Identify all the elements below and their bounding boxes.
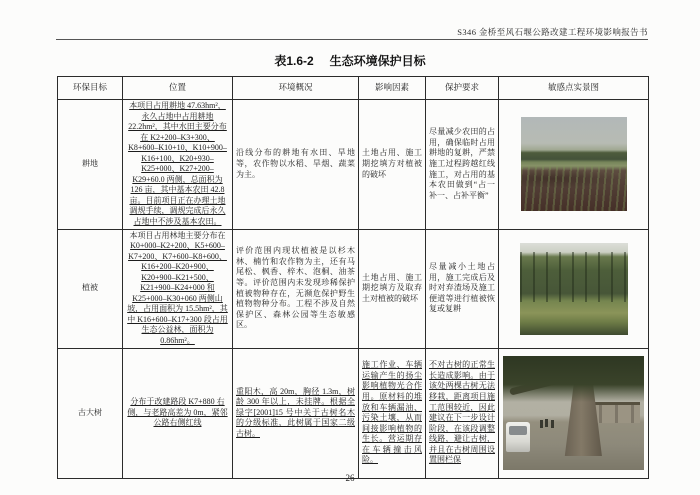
paddy-field-photo <box>521 117 627 211</box>
page-number: 26 <box>345 473 355 483</box>
ancient-tree-target-cell: 古大树 <box>58 348 123 478</box>
col-header-photo: 敏感点实景图 <box>499 77 649 100</box>
table-row-ancient-tree <box>58 348 649 478</box>
col-header-location: 位置 <box>123 77 233 100</box>
person-figure <box>545 419 548 427</box>
vegetation-photo-cell <box>499 229 649 348</box>
ancient-tree-impact-cell: 施工作业、车辆运输产生的扬尘影响植物光合作用。原材料的堆放和车辆漏油、污染土壤，从而间接影响植物的生长。营运期存在车辆撞击风险。 <box>359 348 426 478</box>
eco-protection-table <box>57 76 649 479</box>
farmland-environment-cell: 沿线分布的耕地有水田、旱地等，农作物以水稻、旱烟、蔬菜为主。 <box>233 100 359 230</box>
farmland-target-cell: 耕地 <box>58 100 123 230</box>
farmland-photo-cell <box>499 100 649 230</box>
vegetation-environment-cell: 评价范围内现状植被是以杉木林、楠竹和农作物为主，还有马尾松、枫香、梓木、泡桐、油茶等。评价范围内未发现珍稀保护植被物种存在，无濒危保护野生植物物种分布。工程不涉及自然保护区、森林公园等生态敏感区。 <box>233 229 359 348</box>
farmland-location-cell: 本项目占用耕地 47.63hm²，永久占地中占用耕地 22.2hm²，其中水田主要分布在 K2+200–K3+300、K8+600–K10+10、K10+900–K16+100、K20+930–K25+000、K27+200–K29+60.0 两侧，总面积为 126 亩，其中基本农田 42.8 亩。目前项目正在办理土地调规手续，调规完成后永久占地中不涉及基本农田。 <box>123 100 233 230</box>
person-figure <box>551 420 554 428</box>
forest-trunks-texture <box>520 252 628 303</box>
vegetation-location-detail: K0+000–K2+200、K5+600–K7+200、K7+600–K8+600、K16+200–K20+900、K20+900–K21+500、K21+900–K24+000 和 K25+000–K30+060 两侧山坡，占用面积为 15.5hm²，其中 K16+600–K17+300 段占用生态公益林，面积为 0.86hm²。 <box>127 241 228 346</box>
forest-photo <box>520 243 628 335</box>
vegetation-impact-cell: 土地占用、施工期挖填方及取弃土对植被的破坏 <box>359 229 426 348</box>
vegetation-target-cell: 植被 <box>58 229 123 348</box>
paddy-seedling-texture <box>521 166 627 211</box>
table-caption-label: 表1.6-2 <box>274 54 314 68</box>
farmland-protection-cell: 尽量减少农田的占用，确保临时占用耕地的复耕，严禁施工过程跨越红线施工，对占用的基本农田做到“占一补一、占补平衡” <box>426 100 499 230</box>
table-caption-title: 生态环境保护目标 <box>329 54 426 68</box>
tree-canopy <box>503 356 644 402</box>
white-van <box>506 422 530 452</box>
col-header-impact: 影响因素 <box>359 77 426 100</box>
vegetation-protection-cell: 尽量减小土地占用，施工完成后及时对弃渣场及施工便道等进行植被恢复或复耕 <box>426 229 499 348</box>
table-row-farmland <box>58 100 649 230</box>
table-header-row <box>58 77 649 100</box>
vegetation-location-cell <box>123 229 233 348</box>
vegetation-location-intro: 本项目占用林地主要分布在 <box>129 230 226 240</box>
ancient-tree-environment-cell: 重阳木，高 20m，胸径 1.3m，树龄 300 年以上，未挂牌。根据全绿字[2001]15 号中关于古树名木的分级标准，此树属于国家二级古树。 <box>233 348 359 478</box>
table-caption <box>0 52 700 69</box>
header-divider <box>56 39 648 40</box>
ancient-tree-location-cell: 分布于改建路段 K7+880 右侧，与老路高差为 0m，紧邻公路右侧红线 <box>123 348 233 478</box>
col-header-protection: 保护要求 <box>426 77 499 100</box>
ancient-tree-photo <box>503 356 644 470</box>
col-header-target: 环保目标 <box>58 77 123 100</box>
report-header-title: S346 金桥至风石堰公路改建工程环境影响报告书 <box>457 27 648 37</box>
table-row-vegetation <box>58 229 649 348</box>
ancient-tree-photo-cell <box>499 348 649 478</box>
person-figure <box>540 420 543 428</box>
ancient-tree-protection-cell: 不对古树的正常生长造成影响。由于该处两棵古树无法移栽，距离项目施工范围较近，因此建议在下一步设计阶段，在该段调整线路，避让古树，并且在古树周围设置围栏保 <box>426 348 499 478</box>
col-header-environment: 环境概况 <box>233 77 359 100</box>
van-window <box>509 426 527 435</box>
farmland-impact-cell: 土地占用、施工期挖填方对植被的破坏 <box>359 100 426 230</box>
